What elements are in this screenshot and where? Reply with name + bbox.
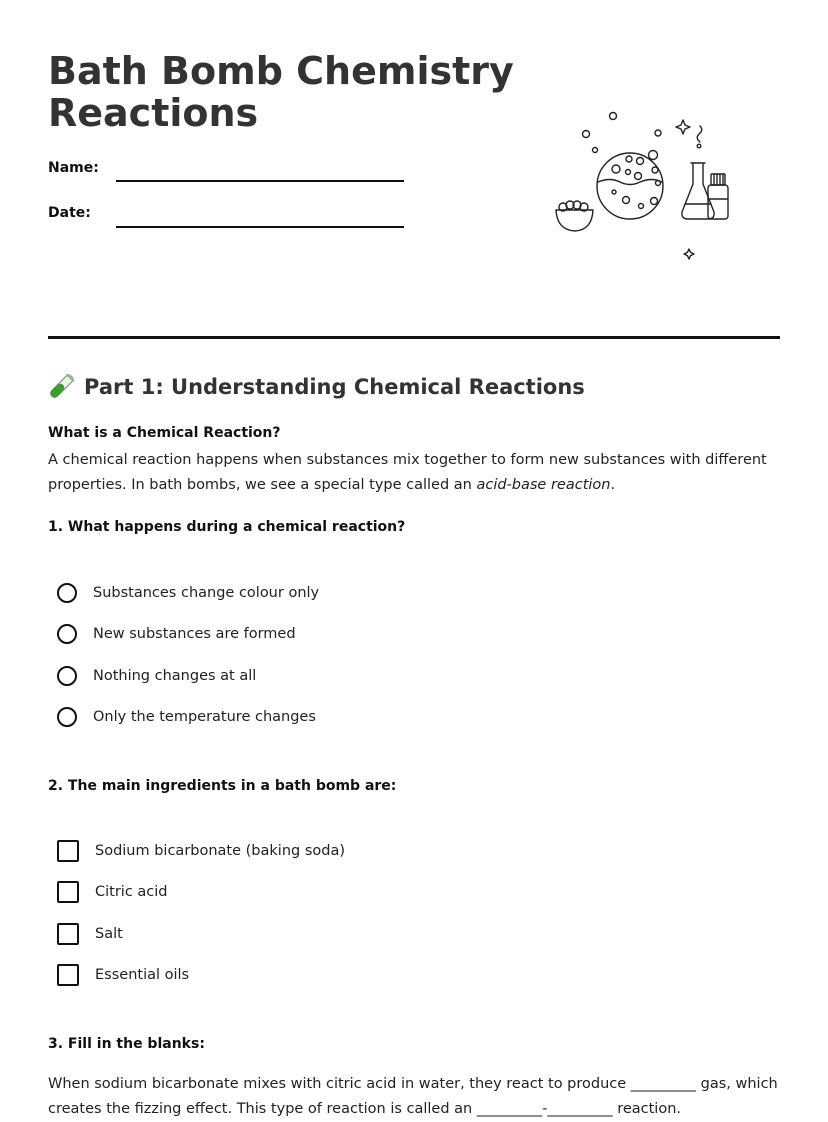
question-1-option[interactable] — [57, 581, 319, 605]
option-label: Only the temperature changes — [93, 709, 316, 725]
question-1-option[interactable] — [57, 664, 256, 688]
question-2-prompt: 2. The main ingredients in a bath bomb are: — [48, 778, 397, 794]
question-1-prompt: 1. What happens during a chemical reaction? — [48, 519, 406, 535]
question-2-option[interactable] — [57, 880, 168, 904]
question-1-option[interactable] — [57, 622, 296, 646]
chemistry-flask-bubbles-icon — [548, 104, 738, 269]
radio-button[interactable] — [57, 583, 77, 603]
option-label: Sodium bicarbonate (baking soda) — [95, 843, 345, 859]
intro-text: A chemical reaction happens when substances mix together to form new substances with different properties. In bath bombs, we see a special type called an — [48, 452, 767, 493]
question-2-option[interactable] — [57, 963, 189, 987]
option-label: Substances change colour only — [93, 585, 320, 601]
name-field[interactable] — [116, 180, 404, 182]
worksheet-title: Bath Bomb Chemistry Reactions — [48, 49, 514, 135]
part1-title — [48, 374, 585, 400]
radio-button[interactable] — [57, 624, 77, 644]
name-label: Name: — [48, 160, 99, 176]
option-label: Salt — [95, 926, 123, 942]
checkbox[interactable] — [57, 881, 79, 903]
intro-end: . — [610, 477, 616, 493]
radio-button[interactable] — [57, 666, 77, 686]
checkbox[interactable] — [57, 923, 79, 945]
question-2-option[interactable] — [57, 839, 345, 863]
checkbox[interactable] — [57, 840, 79, 862]
option-label: Citric acid — [95, 884, 168, 900]
question-3-prompt: 3. Fill in the blanks: — [48, 1036, 205, 1052]
question-1-option[interactable] — [57, 705, 316, 729]
date-field[interactable] — [116, 226, 404, 228]
fill-in-blanks-text: When sodium bicarbonate mixes with citric acid in water, they react to produce _________ gas, which creates the fizzing effect. This type of reaction is called an _________-_________ reaction. — [48, 1076, 778, 1117]
checkbox[interactable] — [57, 964, 79, 986]
option-label: Nothing changes at all — [93, 668, 257, 684]
question-2-option[interactable] — [57, 922, 123, 946]
option-label: New substances are formed — [93, 626, 296, 642]
radio-button[interactable] — [57, 707, 77, 727]
intro-paragraph — [48, 448, 788, 498]
intro-emphasis: acid-base reaction — [476, 477, 611, 493]
part1-title-text: Part 1: Understanding Chemical Reactions — [84, 375, 585, 399]
date-label: Date: — [48, 205, 91, 221]
subheading: What is a Chemical Reaction? — [48, 425, 281, 441]
test-tube-icon — [48, 374, 74, 400]
option-label: Essential oils — [95, 967, 190, 983]
section-divider — [48, 336, 780, 339]
